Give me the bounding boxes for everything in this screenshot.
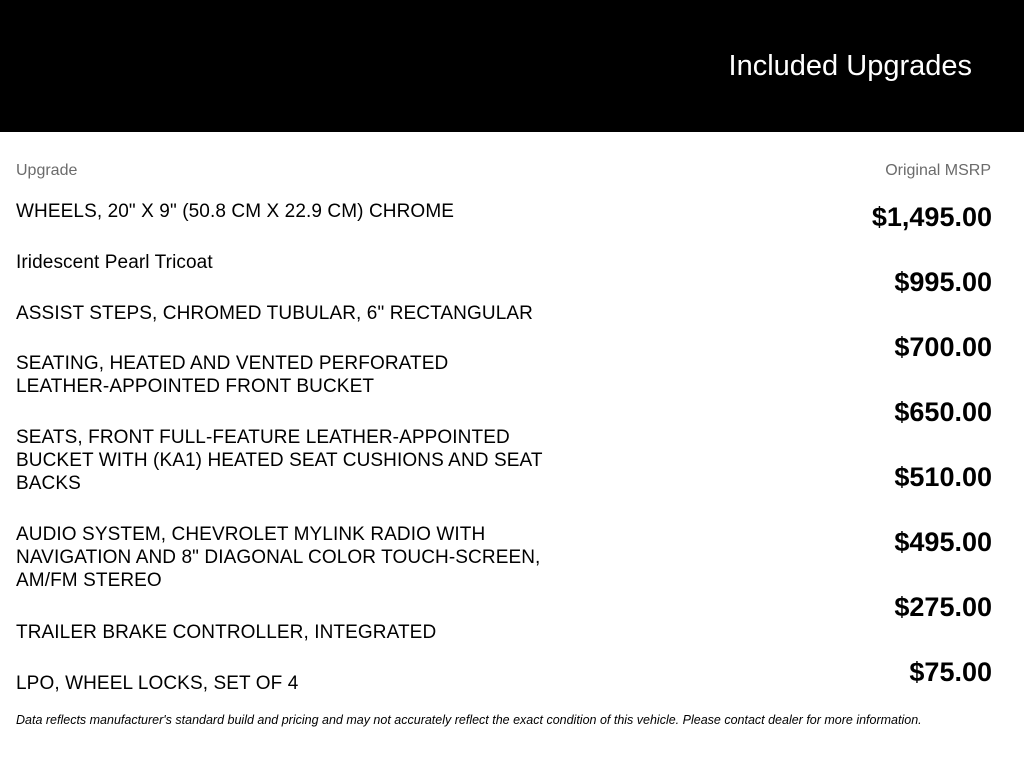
- upgrade-name: TRAILER BRAKE CONTROLLER, INTEGRATED: [16, 622, 437, 643]
- upgrade-price: $275.00: [894, 592, 992, 622]
- upgrade-price: $495.00: [894, 527, 992, 557]
- disclaimer-text: Data reflects manufacturer's standard build and pricing and may not accurately reflect the exact condition of this vehicle. Please contact dealer for more information.: [16, 713, 922, 727]
- upgrade-price: $700.00: [894, 332, 992, 362]
- upgrade-name: AUDIO SYSTEM, CHEVROLET MYLINK RADIO WITH NAVIGATION AND 8" DIAGONAL COLOR TOUCH-SCREEN, AM/FM STEREO: [16, 524, 541, 591]
- upgrade-name: WHEELS, 20" X 9" (50.8 CM X 22.9 CM) CHROME: [16, 201, 455, 222]
- upgrade-price: $510.00: [894, 462, 992, 492]
- upgrade-name: LPO, WHEEL LOCKS, SET OF 4: [16, 673, 299, 694]
- header-bar: [0, 0, 1024, 132]
- upgrade-column-header: Upgrade: [16, 162, 78, 179]
- upgrade-name: SEATING, HEATED AND VENTED PERFORATED LEATHER-APPOINTED FRONT BUCKET: [16, 353, 449, 397]
- upgrade-name: Iridescent Pearl Tricoat: [16, 252, 213, 273]
- upgrade-price: $1,495.00: [871, 202, 992, 232]
- upgrade-price: $995.00: [894, 267, 992, 297]
- upgrade-price: $650.00: [894, 397, 992, 427]
- upgrade-price: $75.00: [909, 657, 992, 687]
- page-title: Included Upgrades: [728, 50, 972, 82]
- upgrade-name: ASSIST STEPS, CHROMED TUBULAR, 6" RECTANGULAR: [16, 303, 533, 324]
- msrp-column-header: Original MSRP: [885, 162, 991, 179]
- upgrade-name: SEATS, FRONT FULL-FEATURE LEATHER-APPOINTED BUCKET WITH (KA1) HEATED SEAT CUSHIONS AND SEAT BACKS: [16, 427, 543, 494]
